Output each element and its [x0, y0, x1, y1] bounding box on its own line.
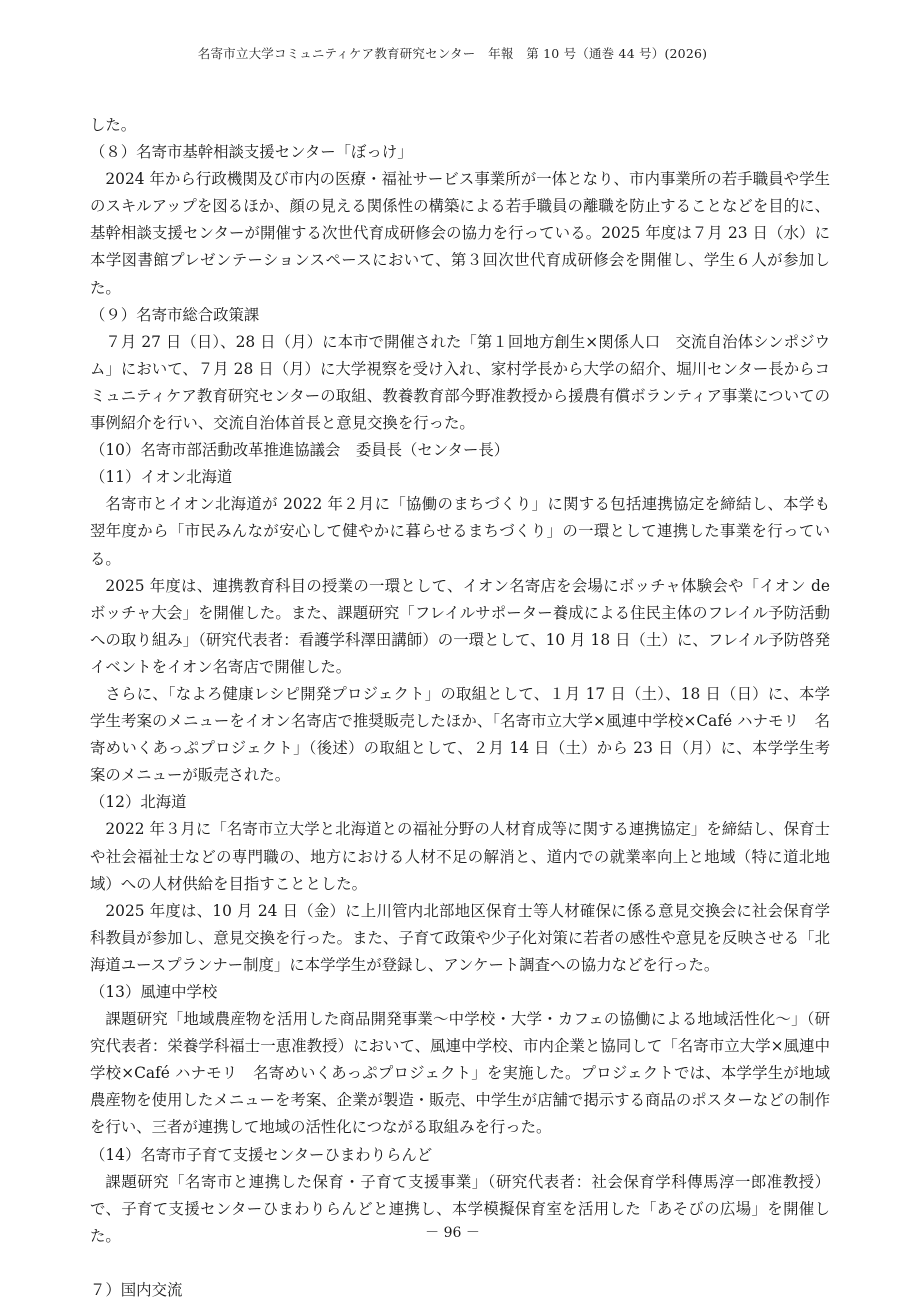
paragraph: 課題研究「名寄市と連携した保育・子育て支援事業」（研究代表者：社会保育学科傳馬淳一郎准教授）で、子育て支援センターひまわりらんどと連携し、本学模擬保育室を活用した「あそびの広場」を開催した。 — [90, 1172, 830, 1245]
section-heading: （12）北海道 — [90, 793, 187, 812]
paragraph: 2025 年度は、連携教育科目の授業の一環として、イオン名寄店を会場にボッチャ体験会や「イオン de ボッチャ大会」を開催した。また、課題研究「フレイルサポーター養成による住民主体のフレイル予防活動への取り組み」（研究代表者：看護学科澤田講師）の一環として、10 月 18 日（土）に、フレイル予防啓発イベントをイオン名寄店で開催した。 — [90, 576, 830, 676]
paragraph: さらに、「なよろ健康レシピ開発プロジェクト」の取組として、１月 17 日（土）、18 日（日）に、本学学生考案のメニューをイオン名寄店で推奨販売したほか、「名寄市立大学×風連中学校×Café ハナモリ 名寄めいくあっぷプロジェクト」（後述）の取組として、２月 14 日（土）から 23 日（月）に、本学学生考案のメニューが販売された。 — [90, 684, 830, 785]
section-heading: （14）名寄市子育て支援センターひまわりらんど — [90, 1145, 433, 1164]
document-body — [90, 112, 830, 1304]
paragraph: 2025 年度は、10 月 24 日（金）に上川管内北部地区保育士等人材確保に係る意見交換会に社会保育学科教員が参加し、意見交換を行った。また、子育て政策や少子化対策に若者の感性や意見を反映させる「北海道ユースプランナー制度」に本学学生が登録し、アンケート調査への協力などを行った。 — [90, 901, 830, 974]
section-heading: （10）名寄市部活動改革推進協議会 委員長（センター長） — [90, 441, 510, 460]
paragraph: 2022 年３月に「名寄市立大学と北海道との福祉分野の人材育成等に関する連携協定」を締結し、保育士や社会福祉士などの専門職の、地方における人材不足の解消と、道内での就業率向上と地域（特に道北地域）への人材供給を目指すこととした。 — [90, 820, 830, 893]
paragraph: 2024 年から行政機関及び市内の医療・福祉サービス事業所が一体となり、市内事業所の若手職員や学生のスキルアップを図るほか、顔の見える関係性の構築による若手職員の離職を防止することなどを目的に、基幹相談支援センターが開催する次世代育成研修会の協力を行っている。2025 年度は７月 23 日（水）に本学図書館プレゼンテーションスペースにおいて、第３回次世代育成研修会を開催し、学生６人が参加した。 — [90, 170, 830, 297]
section-heading: （13）風連中学校 — [90, 983, 218, 1001]
continuation-text: した。 — [90, 116, 137, 134]
paragraph: 名寄市とイオン北海道が 2022 年２月に「協働のまちづくり」に関する包括連携協定を締結し、本学も翌年度から「市民みんなが安心して健やかに暮らせるまちづくり」の一環として連携した事業を行っている。 — [90, 495, 830, 568]
page-number: － 96 － — [425, 1225, 480, 1241]
paragraph-gap — [90, 1250, 830, 1277]
page-header: 名寄市立大学コミュニティケア教育研究センター 年報 第 10 号（通巻 44 号）(2026) — [197, 46, 708, 61]
section-heading: （８）名寄市基幹相談支援センター「ぼっけ」 — [90, 143, 413, 162]
section-heading: （11）イオン北海道 — [90, 468, 233, 487]
paragraph: 課題研究「地域農産物を活用した商品開発事業〜中学校・大学・カフェの協働による地域活性化〜」（研究代表者：栄養学科福士一恵准教授）において、風連中学校、市内企業と協同して「名寄市立大学×風連中学校×Café ハナモリ 名寄めいくあっぷプロジェクト」を実施した。プロジェクトでは、本学学生が地域農産物を使用したメニューを考案、企業が製造・販売、中学生が店舗で掲示する商品のポスターなどの制作を行い、三者が連携して地域の活性化につながる取組みを行った。 — [90, 1010, 830, 1137]
paragraph: ７月 27 日（日）、28 日（月）に本市で開催された「第１回地方創生×関係人口 交流自治体シンポジウム」において、７月 28 日（月）に大学視察を受け入れ、家村学長から大学の紹介、堀川センター長からコミュニティケア教育研究センターの取組、教養教育部今野准教授から援農有償ボランティア事業についての事例紹介を行い、交流自治体首長と意見交換を行った。 — [90, 332, 830, 433]
section-heading: （９）名寄市総合政策課 — [90, 305, 260, 324]
section-heading: ７）国内交流 — [90, 1280, 183, 1299]
